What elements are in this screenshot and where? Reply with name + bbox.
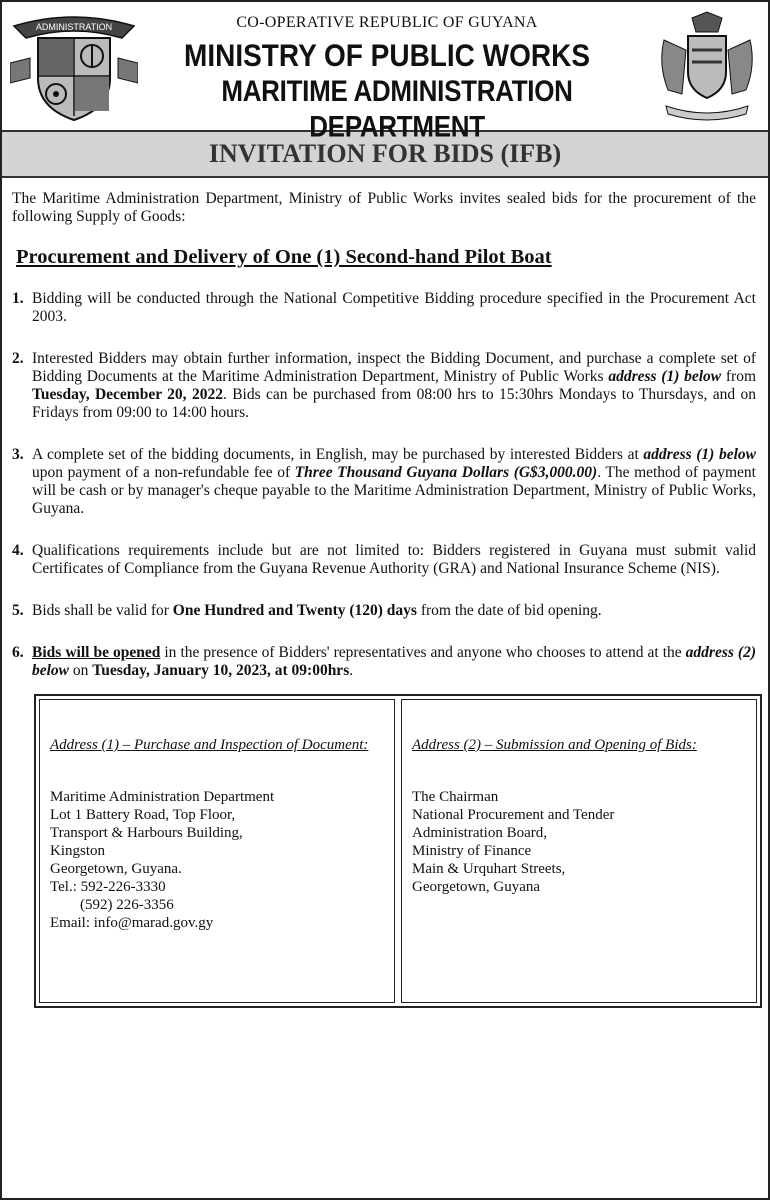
opening-date: Tuesday, January 10, 2023, at 09:00hrs	[92, 662, 350, 679]
ministry-name: MINISTRY OF PUBLIC WORKS	[184, 38, 590, 73]
address-reference: address (1) below	[643, 446, 757, 463]
clause-number: 5.	[12, 602, 24, 619]
telephone-line: (592) 226-3356	[50, 897, 174, 913]
clause-text-part: on	[69, 662, 93, 679]
address-1	[39, 699, 395, 1003]
clause-text-part: . Bids can be purchased from 08:00 hrs to 15:30hrs Mondays to Thursdays, and on Fridays from 09:00 to 14:00 hours.	[32, 386, 756, 421]
clause-number: 4.	[12, 542, 24, 559]
clause-text	[32, 602, 756, 620]
clause-number: 6.	[12, 644, 24, 661]
clause-text-part: .	[349, 662, 354, 679]
address-line: Administration Board,	[412, 825, 547, 841]
guyana-coat-of-arms-icon	[652, 10, 762, 122]
clause-text-part: Bids shall be valid for	[32, 602, 173, 619]
address-line: Maritime Administration Department	[50, 789, 275, 805]
project-title: Procurement and Delivery of One (1) Second-hand Pilot Boat	[16, 246, 552, 268]
start-date: Tuesday, December 20, 2022	[32, 386, 223, 403]
clause-text-part: from the date of bid opening.	[416, 602, 602, 619]
department-name: MARITIME ADMINISTRATION DEPARTMENT	[221, 73, 573, 144]
clause-text-part: from	[721, 368, 756, 385]
fee-amount: Three Thousand Guyana Dollars (G$3,000.00)	[294, 464, 598, 481]
clause-text-part: in the presence of Bidders' representatives and anyone who chooses to attend at the	[160, 644, 686, 661]
clause-text-part: . The method of payment will be cash or by manager's cheque payable to the Maritime Administration Department, Ministry of Public Works, Guyana.	[32, 464, 756, 517]
clause-text	[32, 644, 756, 680]
address-line: Ministry of Finance	[412, 843, 532, 859]
clause-text: Bidding will be conducted through the National Competitive Bidding procedure specified in the Procurement Act 2003.	[32, 290, 756, 325]
clause-number: 2.	[12, 350, 24, 367]
clause-4	[12, 542, 756, 578]
clause-number: 3.	[12, 446, 24, 463]
clause-text-part: upon payment of a non-refundable fee of	[32, 464, 295, 481]
crest-scroll-text: ADMINISTRATION	[35, 22, 113, 32]
clause-text-part: Interested Bidders may obtain further information, inspect the Bidding Document, and purchase a complete set of Bidding Documents at the Maritime Administration Department, Ministry of Public Works	[32, 350, 756, 385]
clause-6	[12, 644, 756, 680]
address-2-heading: Address (2) – Submission and Opening of Bids:	[412, 737, 697, 753]
validity-period: One Hundred and Twenty (120) days	[172, 602, 417, 619]
address-table	[34, 694, 762, 1008]
address-line: Kingston	[50, 843, 106, 859]
clause-text-part: A complete set of the bidding documents, in English, may be purchased by interested Bidders at	[32, 446, 644, 463]
address-reference: address (1) below	[608, 368, 722, 385]
opening-phrase: Bids will be opened	[32, 644, 161, 661]
address-line: National Procurement and Tender	[412, 807, 615, 823]
clause-text	[32, 446, 756, 518]
address-2	[401, 699, 757, 1003]
header	[2, 2, 768, 144]
address-reference: address (2) below	[32, 644, 756, 679]
clause-2	[12, 350, 756, 422]
address-line: The Chairman	[412, 789, 499, 805]
telephone-line: Tel.: 592-226-3330	[50, 879, 166, 895]
banner-title: INVITATION FOR BIDS (IFB)	[2, 132, 768, 178]
address-1-heading: Address (1) – Purchase and Inspection of Document:	[50, 737, 369, 753]
document-body	[2, 178, 768, 1008]
clause-text	[32, 350, 756, 422]
clause-text: Qualifications requirements include but are not limited to: Bidders registered in Guyana must submit valid Certificates of Compliance from the Guyana Revenue Authority (GRA) and National Insurance Scheme (NIS).	[32, 542, 756, 577]
address-line: Main & Urquhart Streets,	[412, 861, 566, 877]
address-line: Transport & Harbours Building,	[50, 825, 243, 841]
address-line: Georgetown, Guyana	[412, 879, 541, 895]
clause-3	[12, 446, 756, 518]
email-line: Email: info@marad.gov.gy	[50, 915, 214, 931]
address-line: Lot 1 Battery Road, Top Floor,	[50, 807, 236, 823]
republic-name: CO-OPERATIVE REPUBLIC OF GUYANA	[236, 14, 538, 31]
address-line: Georgetown, Guyana.	[50, 861, 182, 877]
maritime-administration-crest-icon	[10, 8, 138, 124]
clause-1	[12, 290, 756, 326]
intro-paragraph: The Maritime Administration Department, Ministry of Public Works invites sealed bids for the procurement of the following Supply of Goods:	[12, 190, 756, 225]
clause-5	[12, 602, 756, 620]
clause-number: 1.	[12, 290, 24, 307]
